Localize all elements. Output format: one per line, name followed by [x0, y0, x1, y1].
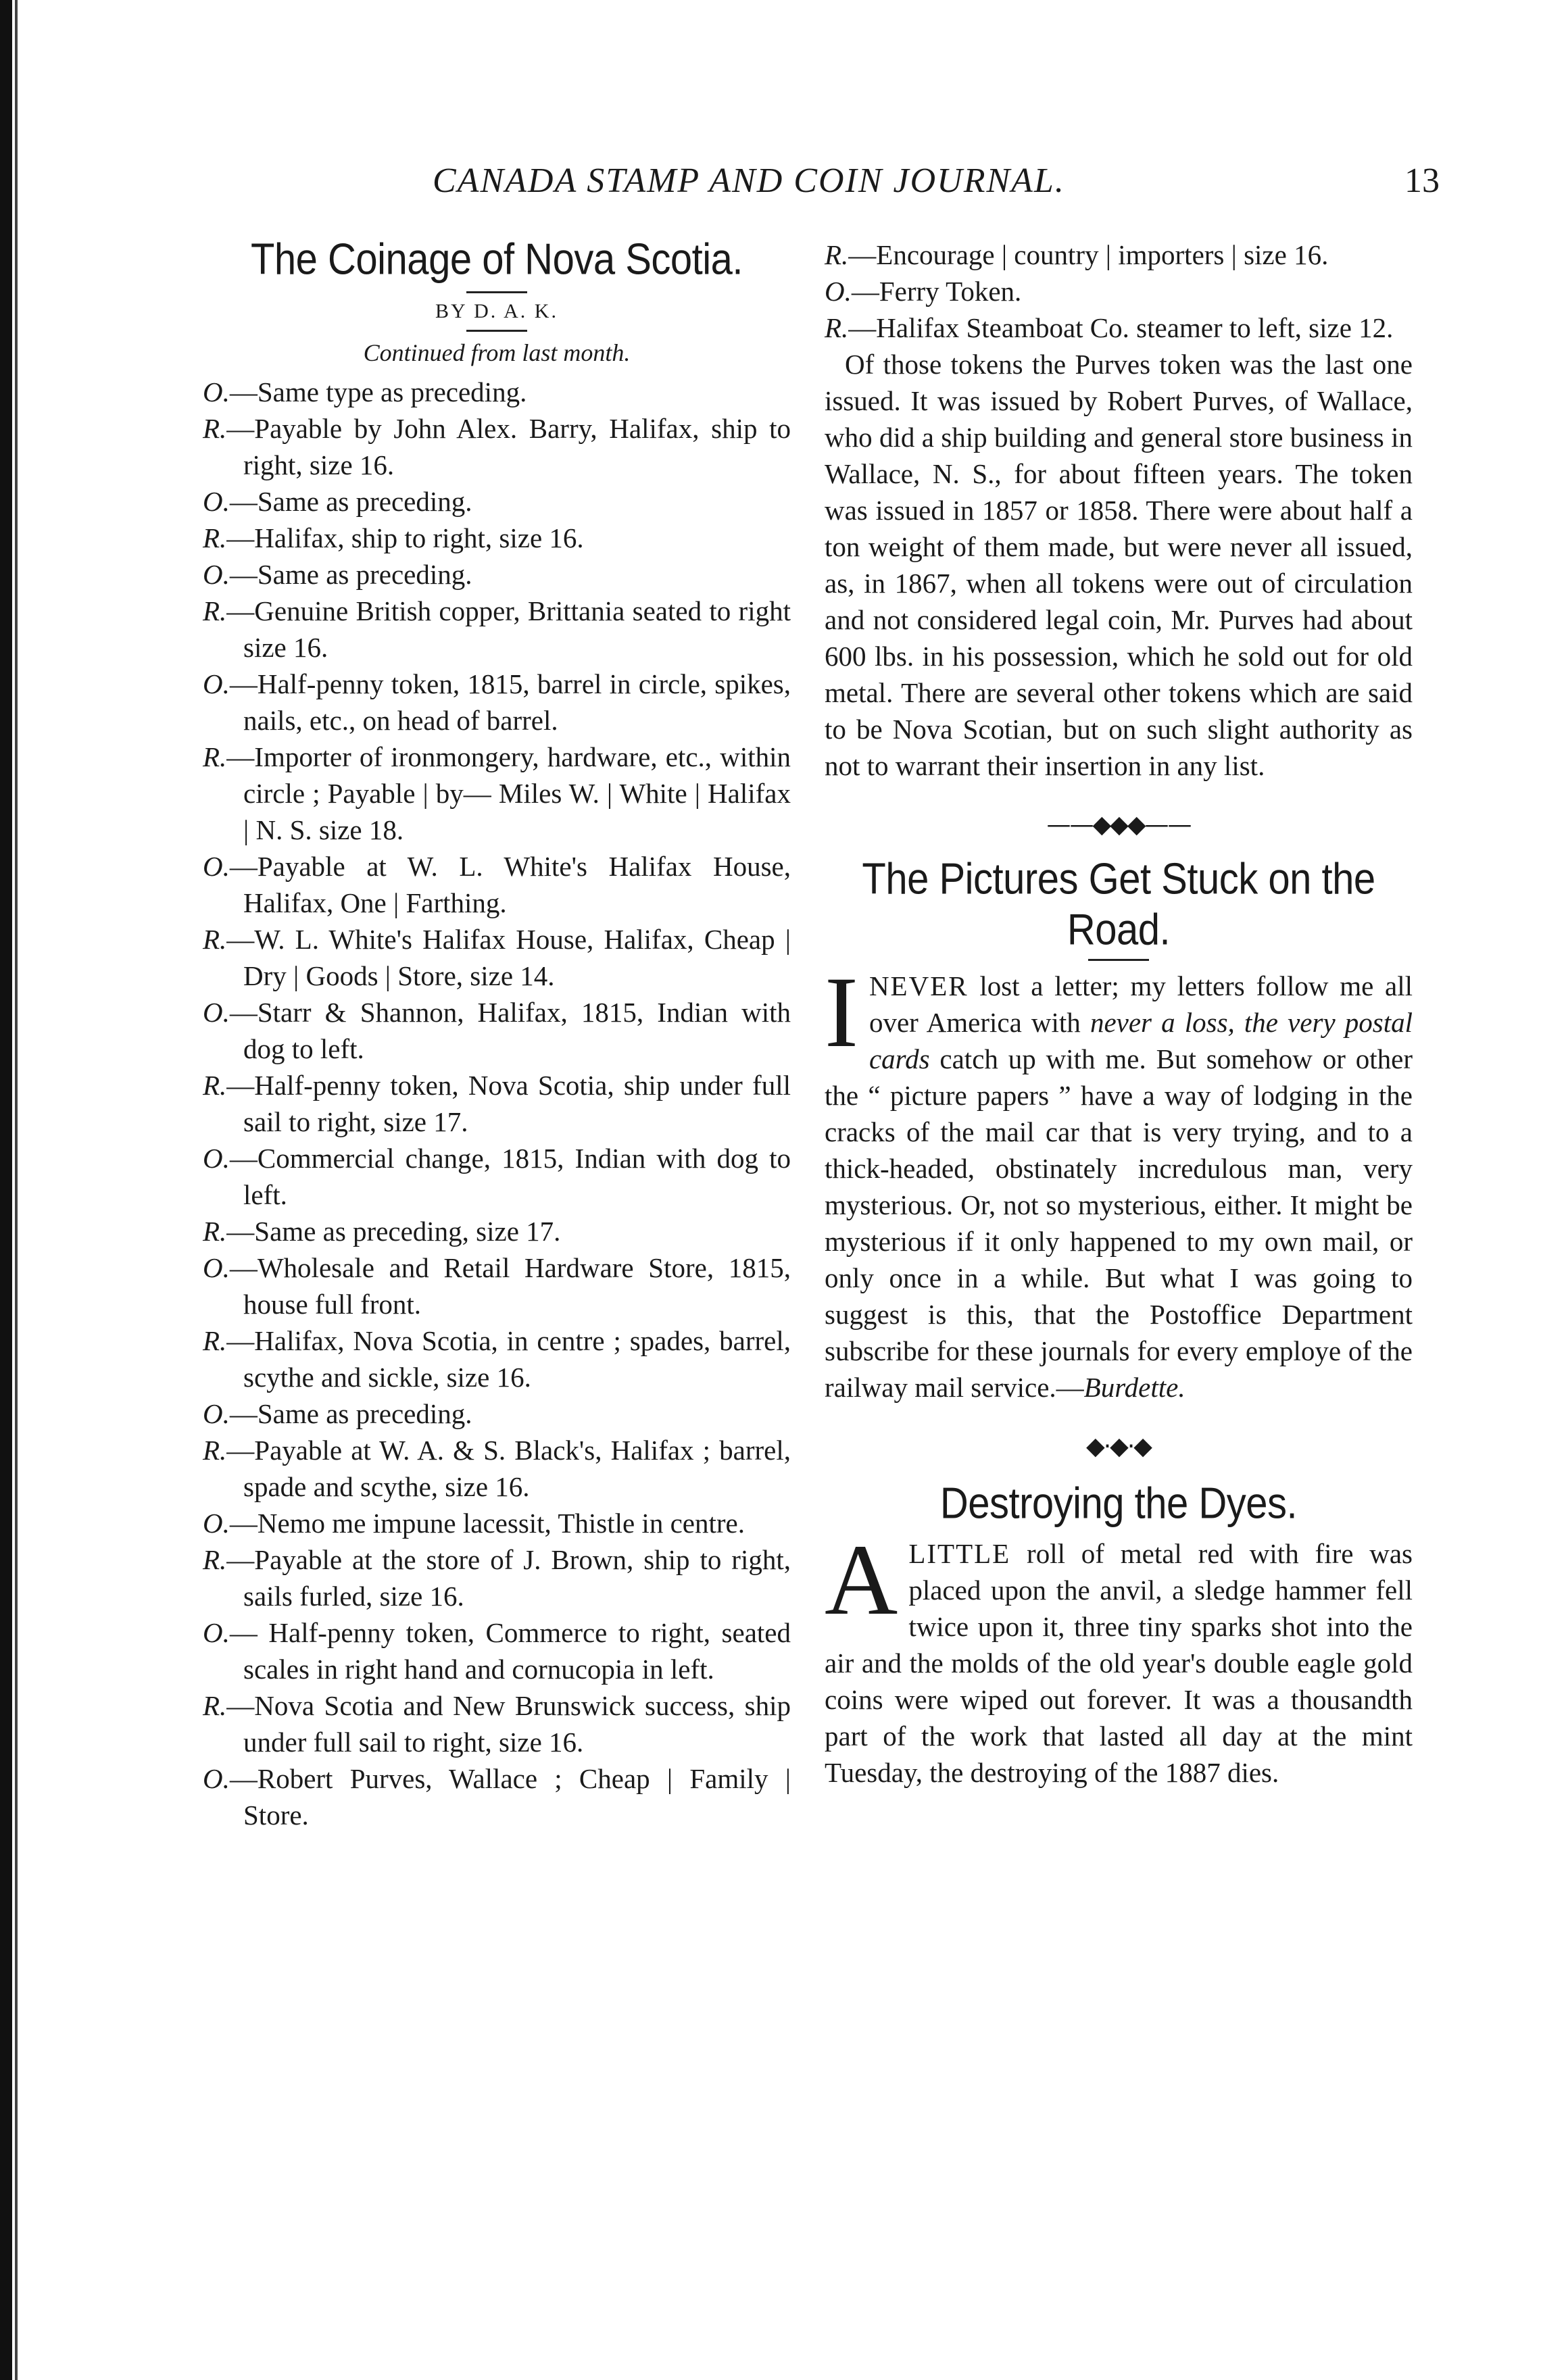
side-label: R.	[203, 413, 227, 444]
body-text-2: catch up with me. But somehow or other the “ picture papers ” have a way of lodging in the cracks of the mail car that is very trying, and to a thick-headed, obstinately incredulous man, very mysterious. Or, not so mysterious, either. It might be mysterious if it only happened to my own mail, or only once in a while. But what I was going to suggest is this, that the Postoffice Department subscribe for these journals for every employe of the railway mail service.—	[825, 1043, 1413, 1403]
entry-text: —Genuine British copper, Brittania seated to right size 16.	[226, 595, 791, 663]
article-title-coinage: The Coinage of Nova Scotia.	[250, 234, 743, 284]
running-head	[203, 161, 1440, 208]
side-label: O.	[203, 559, 230, 590]
side-label: R.	[203, 522, 227, 553]
token-entry	[825, 237, 1413, 273]
entry-text: —Same as preceding.	[229, 486, 472, 517]
entry-text: —Wholesale and Retail Hardware Store, 1815, house full front.	[229, 1252, 791, 1320]
entry-text: —Importer of ironmongery, hardware, etc., within circle ; Payable | by— Miles W. | White | Halifax | N. S. size 18.	[226, 741, 791, 845]
page-binding-shadow	[15, 0, 18, 2380]
side-label: O.	[203, 668, 230, 699]
closing-paragraph: Of those tokens the Purves token was the last one issued. It was issued by Robert Purves, of Wallace, who did a ship building and general store business in Wallace, N. S., for about fifteen years. The token was issued in 1857 or 1858. There were about half a ton weight of them made, but were never all issued, as, in 1867, when all tokens were out of circulation and not considered legal coin, Mr. Purves had about 600 lbs. in his possession, which he sold out for old metal. There are several other tokens which are said to be Nova Scotian, but on such slight authority as not to warrant their insertion in any list.	[825, 349, 1413, 781]
token-entry	[203, 921, 791, 994]
entry-text: — Half-penny token, Commerce to right, seated scales in right hand and cornucopia in left.	[229, 1617, 791, 1685]
token-entry	[203, 1067, 791, 1140]
side-label: O.	[825, 276, 852, 307]
side-label: R.	[825, 239, 849, 270]
token-entry	[203, 1687, 791, 1760]
article-title-pictures: The Pictures Get Stuck on the Road.	[862, 854, 1375, 954]
dyes-paragraph	[825, 1524, 1413, 1791]
entry-text: —Halifax, Nova Scotia, in centre ; spades, barrel, scythe and sickle, size 16.	[226, 1325, 791, 1393]
side-label: R.	[203, 1435, 227, 1466]
lead-word-2: LITTLE	[908, 1538, 1011, 1569]
token-entry	[203, 556, 791, 593]
token-list-right	[825, 237, 1413, 346]
body-text-3: roll of metal red with fire was placed upon the anvil, a sledge hammer fell twice upon it, three tiny sparks shot into the air and the molds of the old year's double eagle gold coins were wiped out forever. It was a thousandth part of the work that lasted all day at the mint Tuesday, the destroying of the 1887 dies.	[825, 1538, 1413, 1788]
side-label: R.	[203, 1325, 227, 1356]
token-entry	[203, 1213, 791, 1249]
continued-note: Continued from last month.	[363, 339, 631, 366]
token-entry	[203, 1505, 791, 1541]
side-label: R.	[825, 312, 849, 343]
body-text: lost a letter; my letters follow me all over America with	[869, 970, 1413, 1038]
page-number: 13	[1404, 162, 1440, 200]
entry-text: —Half-penny token, Nova Scotia, ship under full sail to right, size 17.	[226, 1070, 791, 1137]
token-entry	[203, 374, 791, 410]
token-entry	[203, 1541, 791, 1614]
entry-text: —Payable at W. A. & S. Black's, Halifax ; barrel, spade and scythe, size 16.	[226, 1435, 791, 1502]
token-entry	[203, 1432, 791, 1505]
token-entry	[203, 520, 791, 556]
token-entry	[203, 739, 791, 848]
side-label: O.	[203, 1508, 230, 1539]
entry-text: —Nemo me impune lacessit, Thistle in centre.	[229, 1508, 745, 1539]
side-label: R.	[203, 1070, 227, 1101]
side-label: R.	[203, 1216, 227, 1247]
entry-text: —Ferry Token.	[851, 276, 1022, 307]
side-label: O.	[203, 1252, 230, 1283]
entry-text: —Payable at the store of J. Brown, ship to right, sails furled, size 16.	[226, 1544, 791, 1612]
entry-text: —Same as preceding, size 17.	[226, 1216, 561, 1247]
entry-text: —Payable at W. L. White's Halifax House, Halifax, One | Farthing.	[229, 851, 791, 918]
entry-text: —W. L. White's Halifax House, Halifax, Cheap | Dry | Goods | Store, size 14.	[226, 924, 791, 991]
token-entry	[203, 848, 791, 921]
italic-phrase: never a loss, the very postal cards	[869, 1007, 1413, 1074]
token-entry	[203, 483, 791, 520]
token-entry	[203, 1614, 791, 1687]
entry-text: —Halifax, ship to right, size 16.	[226, 522, 584, 553]
entry-text: —Same as preceding.	[229, 1398, 472, 1429]
side-label: O.	[203, 1398, 230, 1429]
side-label: R.	[203, 595, 227, 626]
side-label: R.	[203, 1544, 227, 1575]
side-label: R.	[203, 924, 227, 955]
side-label: R.	[203, 1690, 227, 1721]
entry-text: —Encourage | country | importers | size 16.	[848, 239, 1329, 270]
entry-text: —Commercial change, 1815, Indian with dog to left.	[229, 1143, 791, 1210]
side-label: O.	[203, 1143, 230, 1174]
entry-text: —Payable by John Alex. Barry, Halifax, ship to right, size 16.	[226, 413, 791, 480]
side-label: R.	[203, 741, 227, 772]
byline: BY D. A. K.	[435, 300, 558, 322]
token-list-left	[203, 374, 791, 1833]
byline-rule	[466, 330, 527, 332]
token-entry	[203, 410, 791, 483]
token-entry	[203, 593, 791, 666]
token-entry	[203, 1249, 791, 1322]
token-entry	[203, 1395, 791, 1432]
entry-text: —Robert Purves, Wallace ; Cheap | Family | Store.	[229, 1763, 791, 1831]
entry-text: —Nova Scotia and New Brunswick success, ship under full sail to right, size 16.	[226, 1690, 791, 1758]
side-label: O.	[203, 1763, 230, 1794]
author-signature: Burdette.	[1083, 1372, 1185, 1403]
entry-text: —Starr & Shannon, Halifax, 1815, Indian with dog to left.	[229, 997, 791, 1064]
title-rule	[466, 291, 527, 293]
drop-cap-a: A	[825, 1524, 898, 1636]
token-entry	[203, 1322, 791, 1395]
entry-text: —Halifax Steamboat Co. steamer to left, size 12.	[848, 312, 1394, 343]
side-label: O.	[203, 851, 230, 882]
side-label: O.	[203, 1617, 230, 1648]
right-column	[825, 237, 1413, 1791]
token-entry	[203, 994, 791, 1067]
side-label: O.	[203, 376, 230, 407]
page-binding-edge	[0, 0, 12, 2380]
pictures-paragraph	[825, 956, 1413, 1406]
side-label: O.	[203, 486, 230, 517]
section-ornament: ——◆◆◆——	[1046, 811, 1191, 839]
entry-text: —Same as preceding.	[229, 559, 472, 590]
side-label: O.	[203, 997, 230, 1028]
drop-cap: I	[825, 956, 858, 1068]
section-ornament-2: ◆·◆·◆	[1086, 1433, 1151, 1460]
lead-word: NEVER	[869, 970, 969, 1001]
journal-title: CANADA STAMP AND COIN JOURNAL.	[433, 162, 1065, 200]
title-rule-2	[1088, 959, 1149, 961]
entry-text: —Same type as preceding.	[229, 376, 527, 407]
left-column	[203, 234, 791, 1833]
token-entry	[203, 666, 791, 739]
article-title-dyes: Destroying the Dyes.	[939, 1479, 1298, 1528]
token-entry	[203, 1760, 791, 1833]
entry-text: —Half-penny token, 1815, barrel in circle, spikes, nails, etc., on head of barrel.	[229, 668, 791, 736]
token-entry	[825, 309, 1413, 346]
token-entry	[825, 273, 1413, 309]
token-entry	[203, 1140, 791, 1213]
